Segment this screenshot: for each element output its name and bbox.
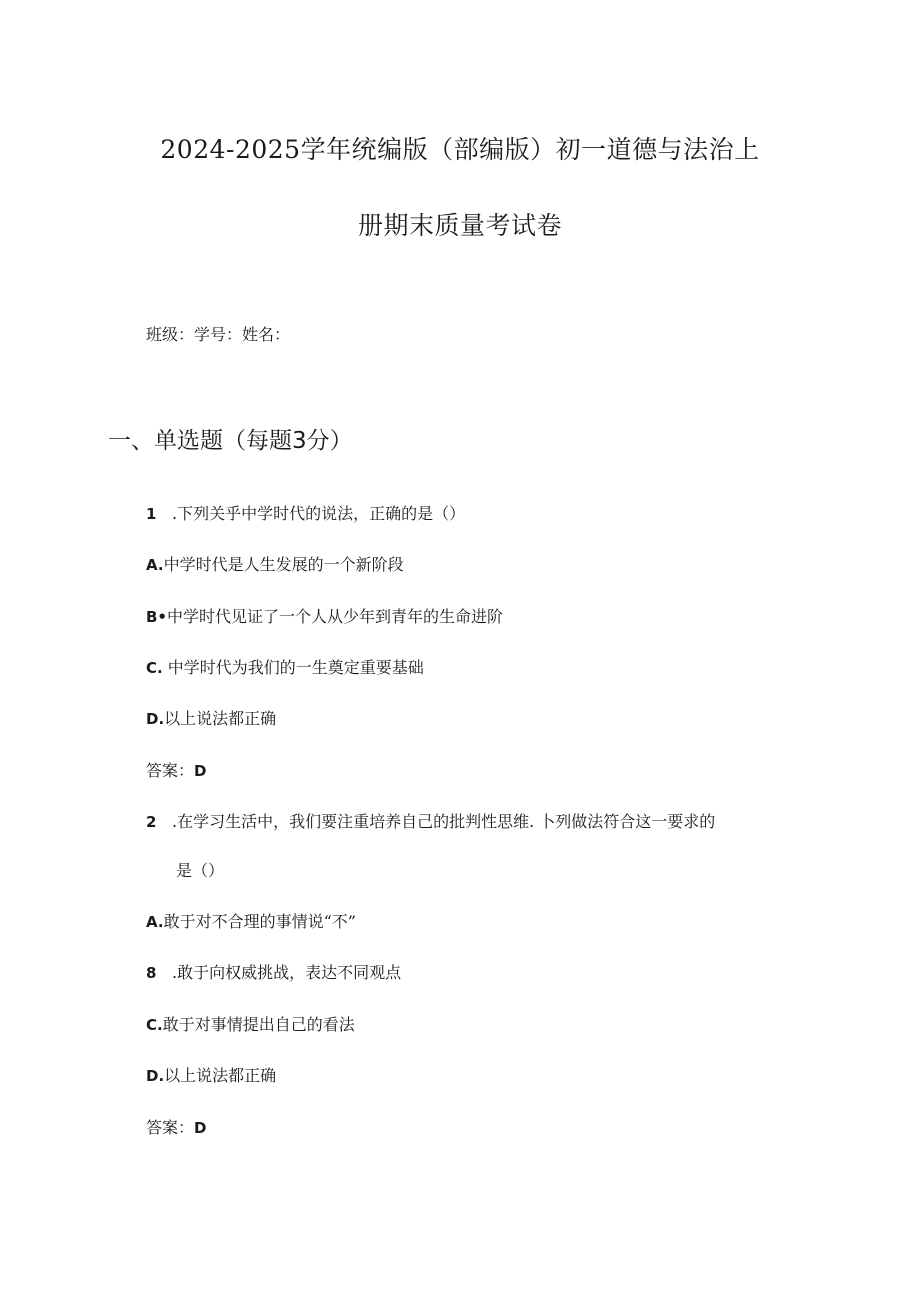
question-number: 2	[146, 813, 157, 831]
document-title-line-1: 2024-2025学年统编版（部编版）初一道德与法治上	[160, 135, 760, 164]
question-1-stem	[146, 503, 465, 525]
option-text: 中学时代为我们的一生奠定重要基础	[162, 658, 424, 677]
question-2-option-c	[146, 1014, 355, 1036]
question-text: .下列关乎中学时代的说法，正确的是（）	[172, 504, 466, 523]
answer-value: D	[194, 1119, 207, 1137]
option-text: 敢于对不合理的事情说“不”	[163, 912, 356, 931]
option-letter: D.	[146, 1067, 165, 1085]
question-2-option-a	[146, 911, 356, 933]
question-number: 1	[146, 505, 157, 523]
answer-value: D	[194, 762, 207, 780]
question-2-answer	[146, 1117, 206, 1139]
answer-label: 答案：	[146, 1118, 195, 1137]
student-info-line: 班级：学号：姓名：	[146, 325, 291, 344]
option-letter: B•	[146, 608, 168, 626]
option-letter: A.	[146, 556, 164, 574]
option-letter: D.	[146, 710, 165, 728]
document-title-line-2: 册期末质量考试卷	[357, 211, 562, 240]
question-1-option-a	[146, 554, 404, 576]
section-heading: 一、单选题（每题3分）	[108, 428, 353, 454]
question-2-stem-continued: 是（）	[176, 861, 225, 880]
option-letter: 8	[146, 964, 157, 982]
option-text: 中学时代见证了一个人从少年到青年的生命进阶	[167, 607, 504, 626]
question-1-option-c	[146, 657, 424, 679]
option-text: 以上说法都正确	[164, 1066, 277, 1085]
question-1-option-b	[146, 606, 503, 628]
option-letter: C.	[146, 659, 163, 677]
option-text: .敢于向权威挑战，表达不同观点	[172, 963, 402, 982]
option-text: 中学时代是人生发展的一个新阶段	[163, 555, 404, 574]
question-text: .在学习生活中，我们要注重培养自己的批判性思维. 卜列做法符合这一要求的	[172, 812, 716, 831]
option-letter: C.	[146, 1016, 163, 1034]
question-1-answer	[146, 760, 206, 782]
question-1-option-d	[146, 708, 276, 730]
question-2-option-d	[146, 1065, 276, 1087]
option-letter: A.	[146, 913, 164, 931]
answer-label: 答案：	[146, 761, 195, 780]
option-text: 以上说法都正确	[164, 709, 277, 728]
option-text: 敢于对事情提出自己的看法	[162, 1015, 355, 1034]
question-2-stem	[146, 811, 715, 833]
question-2-option-b	[146, 962, 401, 984]
